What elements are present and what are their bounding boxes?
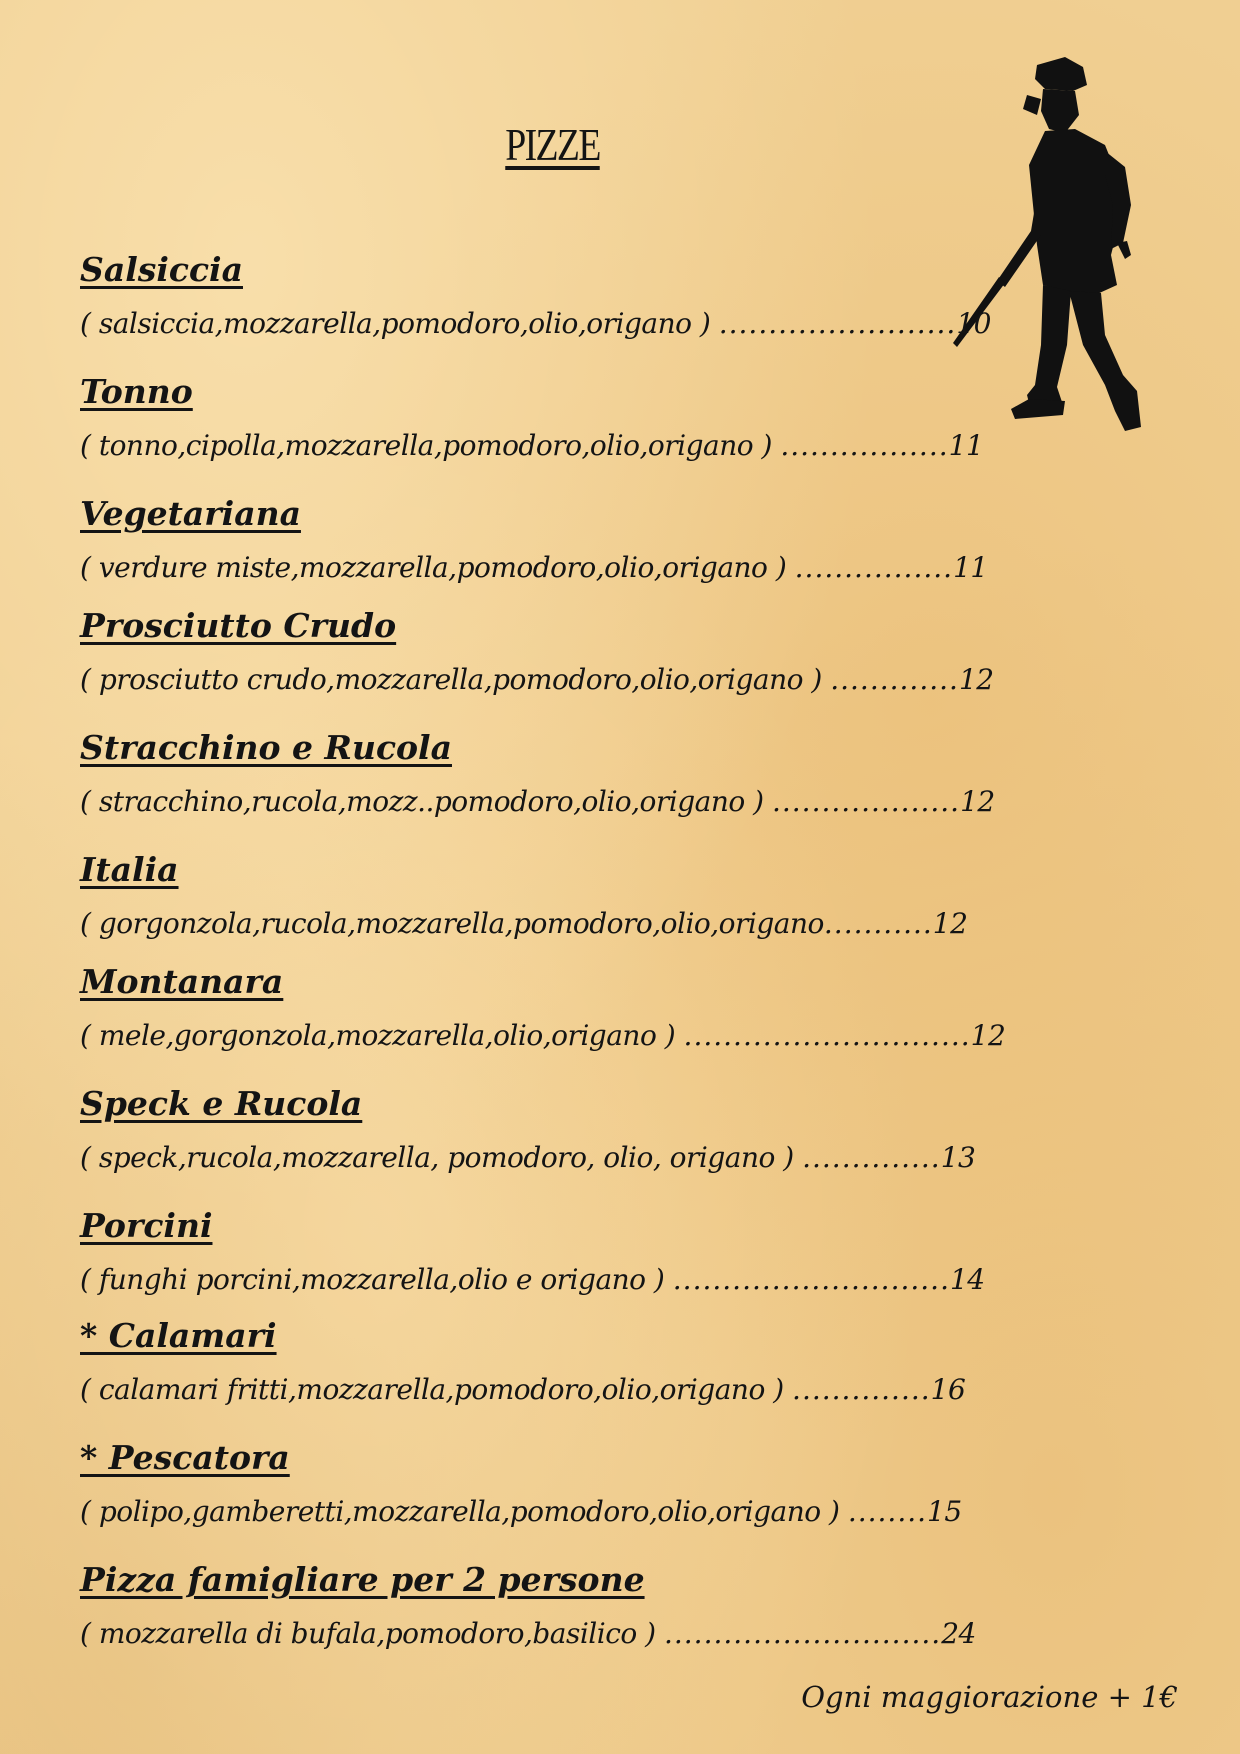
menu-item [80,962,1080,1052]
menu-item [80,494,1080,584]
menu-item [80,1084,1080,1174]
menu-item [80,372,1080,462]
menu-item [80,728,1080,818]
item-name: Stracchino e Rucola [80,728,452,767]
item-name: Prosciutto Crudo [80,606,397,645]
item-name: Porcini [80,1206,213,1245]
item-name: Vegetariana [80,494,301,533]
item-name: Montanara [80,962,284,1001]
item-name: Speck e Rucola [80,1084,363,1123]
item-description: ( verdure miste,mozzarella,pomodoro,olio,origano ) ................11 [80,551,988,584]
menu-item [80,850,1080,940]
menu-item [80,1206,1080,1296]
item-price: 24 [941,1617,976,1650]
item-name: Pizza famigliare per 2 persone [80,1560,645,1599]
item-name: Tonno [80,372,193,411]
item-name: Italia [80,850,179,889]
item-price: 14 [949,1263,985,1296]
item-description: ( salsiccia,mozzarella,pomodoro,olio,origano ) ........................10 [80,307,991,340]
item-description: ( tonno,cipolla,mozzarella,pomodoro,olio,origano ) .................11 [80,429,984,462]
item-price: 11 [953,551,988,584]
surcharge-note: Ogni maggiorazione + 1€ [801,1680,1178,1714]
item-price: 10 [956,307,991,340]
menu-item [80,1316,1080,1406]
item-price: 12 [932,907,968,940]
item-price: 12 [958,663,994,696]
item-description: ( calamari fritti,mozzarella,pomodoro,olio,origano ) ..............16 [80,1373,966,1406]
item-price: 12 [970,1019,1006,1052]
item-price: 11 [948,429,984,462]
item-price: 16 [930,1373,966,1406]
item-description: ( mele,gorgonzola,mozzarella,olio,origano ) .............................12 [80,1019,1006,1052]
item-description: ( speck,rucola,mozzarella, pomodoro, olio, origano ) ..............13 [80,1141,976,1174]
menu-item [80,1560,1080,1650]
menu-item [80,1438,1080,1528]
item-name: * Calamari [80,1316,277,1355]
item-price: 12 [960,785,995,818]
item-description: ( prosciutto crudo,mozzarella,pomodoro,olio,origano ) .............12 [80,663,994,696]
item-description: ( stracchino,rucola,mozz..pomodoro,olio,origano ) ...................12 [80,785,995,818]
item-description: ( polipo,gamberetti,mozzarella,pomodoro,olio,origano ) ........15 [80,1495,962,1528]
item-description: ( funghi porcini,mozzarella,olio e origano ) ............................14 [80,1263,985,1296]
item-description: ( gorgonzola,rucola,mozzarella,pomodoro,olio,origano...........12 [80,907,968,940]
item-name: Salsiccia [80,250,243,289]
item-price: 15 [927,1495,962,1528]
menu-item [80,606,1080,696]
menu-item [80,250,1080,340]
item-price: 13 [940,1141,976,1174]
page-title: PIZZE [505,119,600,170]
item-description: ( mozzarella di bufala,pomodoro,basilico ) ............................24 [80,1617,976,1650]
item-name: * Pescatora [80,1438,290,1477]
